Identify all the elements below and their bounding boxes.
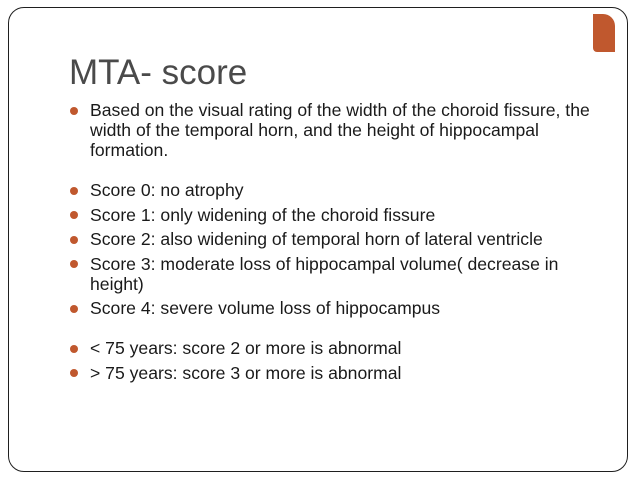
bullet-item	[69, 205, 614, 225]
bullet-item	[69, 363, 614, 383]
bullet-item	[69, 180, 614, 200]
slide-title: MTA- score	[69, 53, 248, 92]
bullet-text: > 75 years: score 3 or more is abnormal	[90, 362, 402, 383]
bullet-text: Score 4: severe volume loss of hippocampus	[90, 298, 441, 318]
bullet-text: Score 2: also widening of temporal horn of lateral ventricle	[90, 229, 543, 249]
bullet-item	[69, 338, 614, 358]
bullet-dot-icon	[70, 211, 78, 219]
bullet-dot-icon	[70, 187, 78, 195]
bullet-text: Score 1: only widening of the choroid fissure	[90, 204, 436, 225]
bullet-dot-icon	[70, 305, 78, 313]
bullet-text: < 75 years: score 2 or more is abnormal	[90, 338, 402, 358]
bullet-text: Score 3: moderate loss of hippocampal volume( decrease in height)	[90, 253, 559, 294]
bullet-dot-icon	[70, 107, 78, 115]
corner-accent-tab	[593, 14, 615, 52]
bullet-item	[69, 254, 614, 294]
bullet-dot-icon	[70, 260, 78, 268]
bullet-item	[69, 229, 614, 249]
bullet-item	[69, 298, 614, 318]
bullet-item	[69, 100, 614, 160]
bullet-text: Based on the visual rating of the width of the choroid fissure, the width of the temporal horn, and the height of hippocampal formation.	[90, 100, 590, 160]
bullet-dot-icon	[70, 345, 78, 353]
bullet-dot-icon	[70, 236, 78, 244]
bullet-text: Score 0: no atrophy	[90, 180, 244, 200]
bullet-list	[69, 100, 614, 383]
bullet-dot-icon	[70, 369, 78, 377]
